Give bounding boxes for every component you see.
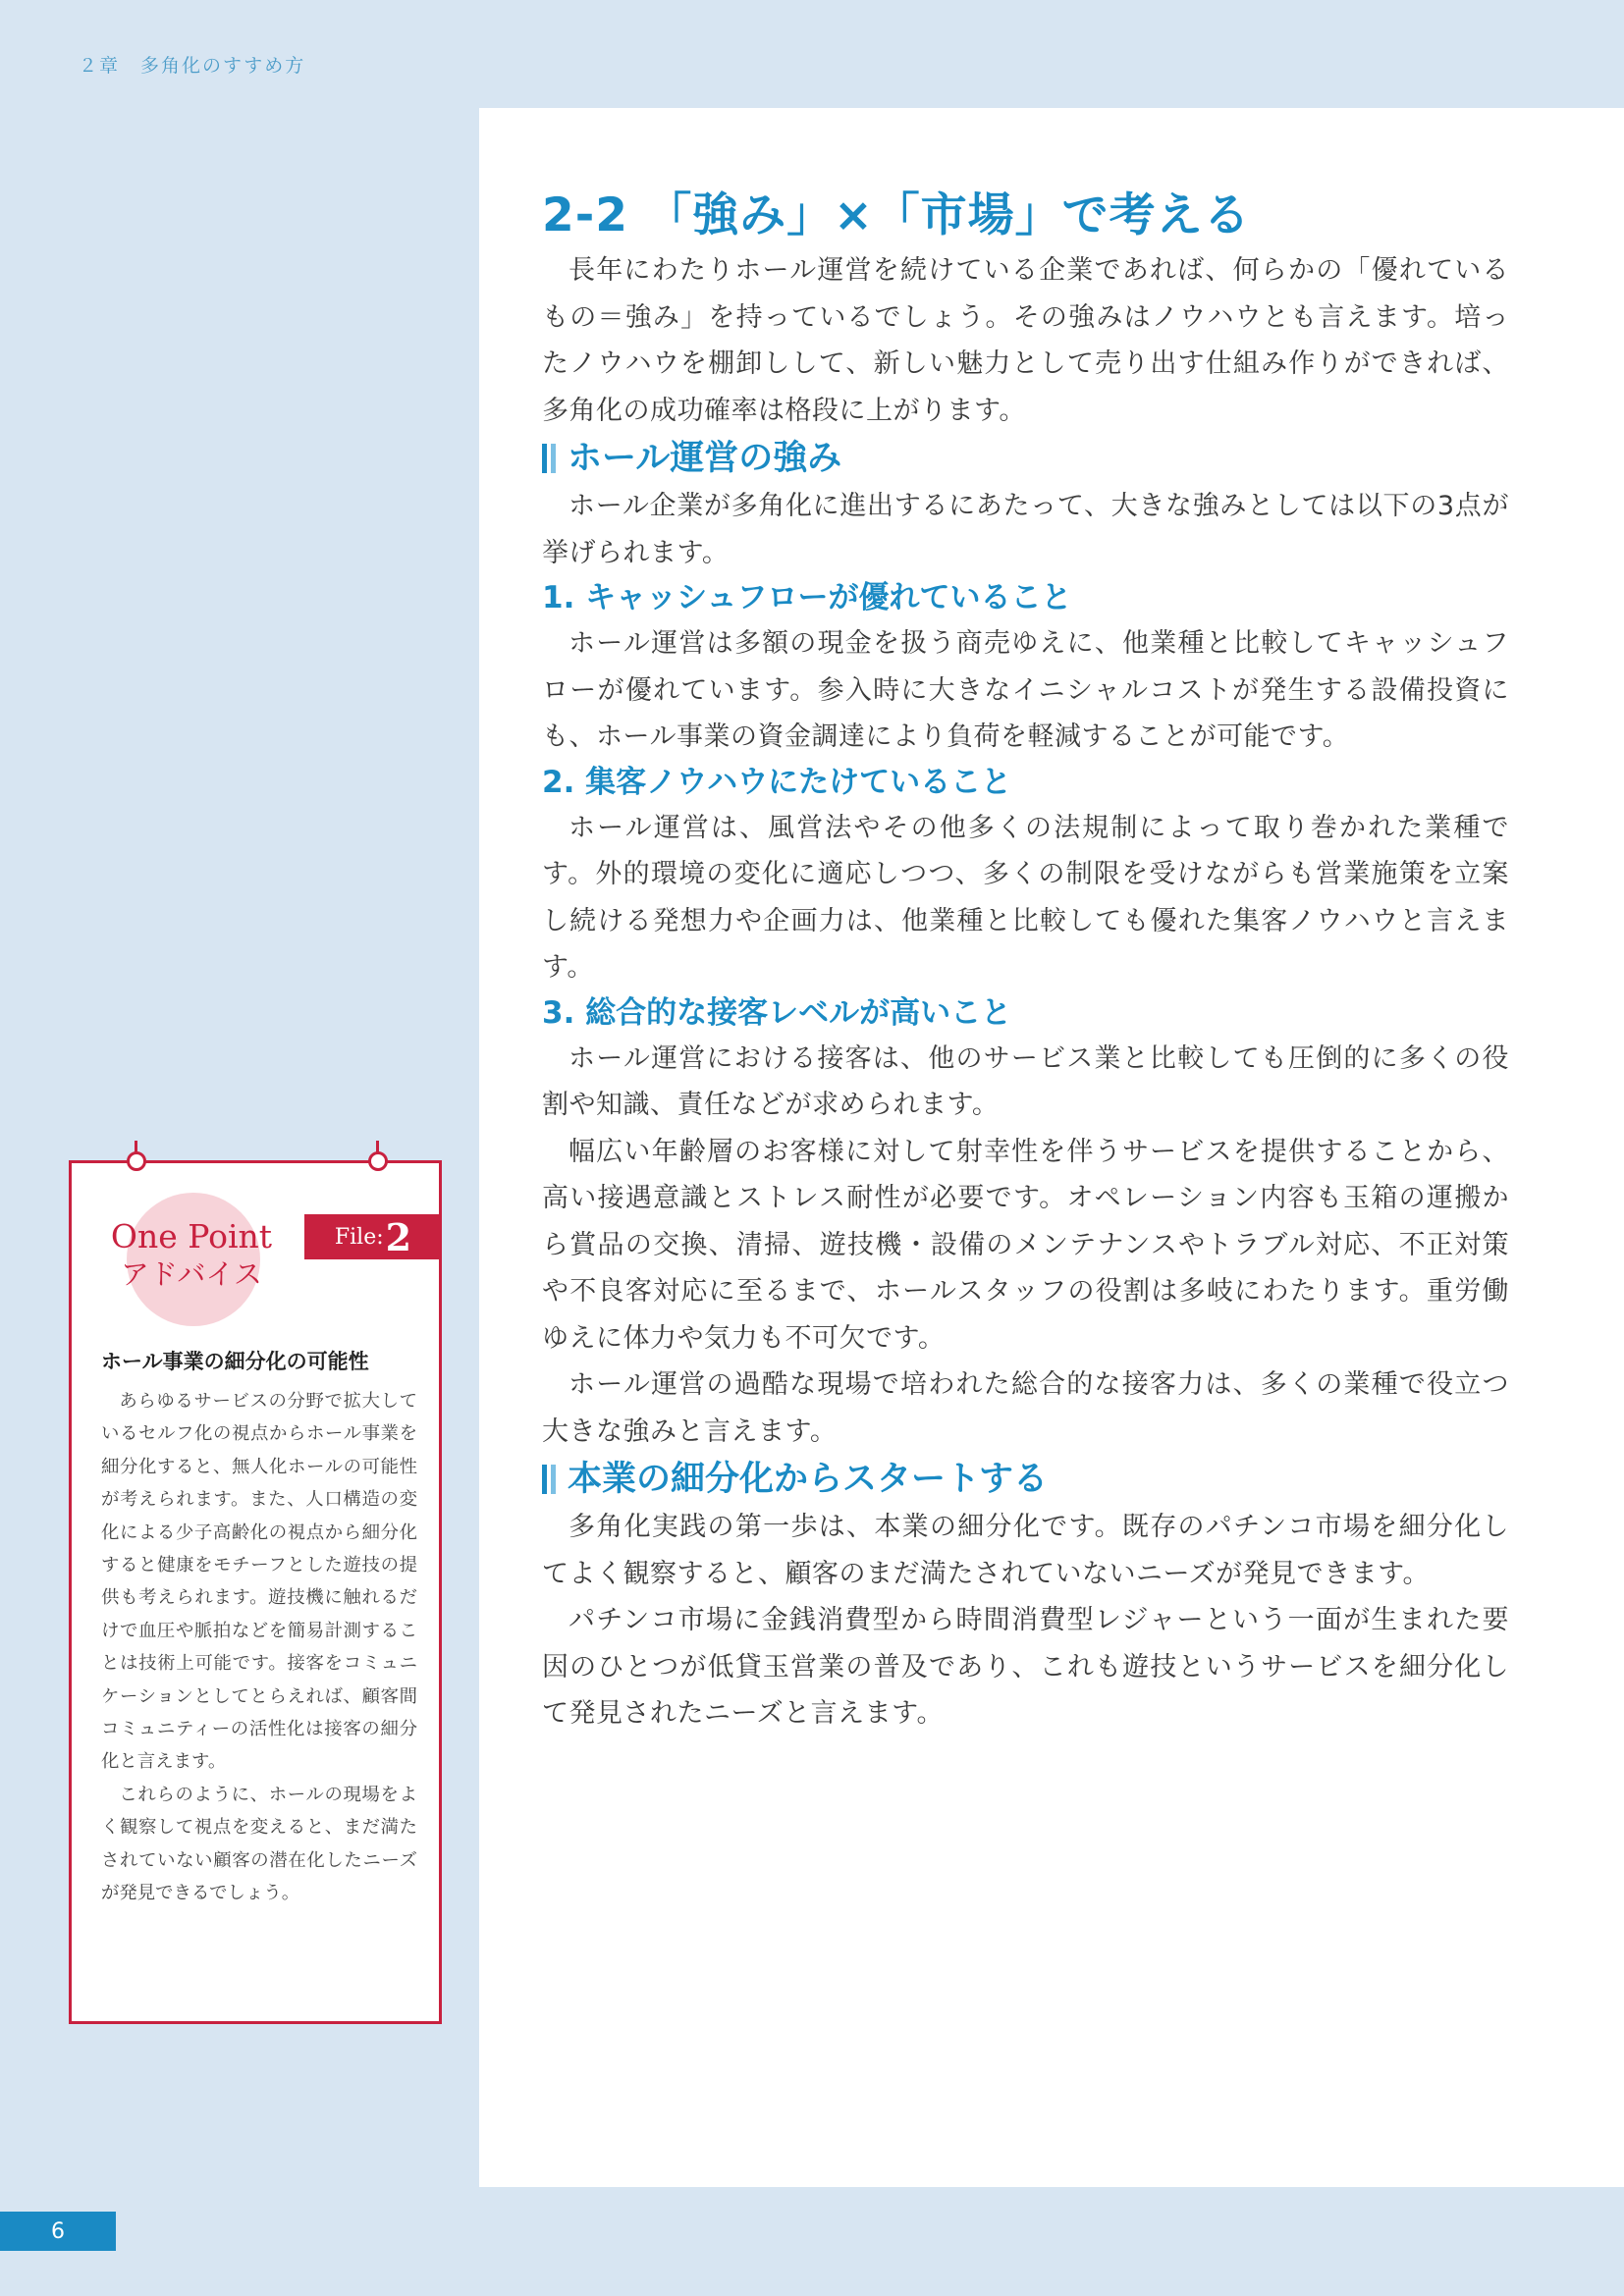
one-point-title-jp: アドバイス <box>120 1257 263 1291</box>
one-point-title <box>93 1218 290 1293</box>
section-paragraph: 多角化実践の第一歩は、本業の細分化です。既存のパチンコ市場を細分化してよく観察すると、顧客のまだ満たされていないニーズが発見できます。 <box>542 1512 1509 1589</box>
intro-paragraph: 長年にわたりホール運営を続けている企業であれば、何らかの「優れているもの＝強み」を持っているでしょう。その強みはノウハウとも言えます。培ったノウハウを棚卸しして、新しい魅力として売り出す仕組み作りができれば、多角化の成功確率は格段に上がります。 <box>542 255 1509 426</box>
section-marker-icon <box>542 1465 556 1494</box>
page-number: 6 <box>0 2212 116 2251</box>
one-point-title-en: One Point <box>110 1217 273 1255</box>
point-paragraph: ホール運営は、風営法やその他多くの法規制によって取り巻かれた業種です。外的環境の変化に適応しつつ、多くの制限を受けながらも営業施策を立案し続ける発想力や企画力は、他業種と比較しても優れた集客ノウハウと言えます。 <box>542 812 1509 983</box>
section-heading-segmentation <box>542 1455 1509 1504</box>
one-point-body <box>101 1385 417 1910</box>
running-head: ２章 多角化のすすめ方 <box>79 55 306 77</box>
one-point-advice-box <box>69 1160 442 2024</box>
point-paragraph: ホール運営は多額の現金を扱う商売ゆえに、他業種と比較してキャッシュフローが優れています。参入時に大きなイニシャルコストが発生する設備投資にも、ホール事業の資金調達により負荷を軽減することが可能です。 <box>542 628 1509 752</box>
point-heading-2: 2. 集客ノウハウにたけていること <box>542 764 1012 800</box>
point-heading-3: 3. 総合的な接客レベルが高いこと <box>542 994 1012 1031</box>
section-heading-text: 本業の細分化からスタートする <box>568 1460 1048 1499</box>
point-paragraph: 幅広い年齢層のお客様に対して射幸性を伴うサービスを提供することから、高い接遇意識とストレス耐性が必要です。オペレーション内容も玉箱の運搬から賞品の交換、清掃、遊技機・設備のメンテナンスやトラブル対応、不正対策や不良客対応に至るまで、ホールスタッフの役割は多岐にわたります。重労働ゆえに体力や気力も不可欠です。 <box>542 1136 1509 1354</box>
article <box>542 185 1509 1737</box>
point-paragraph: ホール運営における接客は、他のサービス業と比較しても圧倒的に多くの役割や知識、責任などが求められます。 <box>542 1042 1509 1120</box>
file-tag <box>304 1214 442 1259</box>
one-point-paragraph: あらゆるサービスの分野で拡大しているセルフ化の視点からホール事業を細分化すると、無人化ホールの可能性が考えられます。また、人口構造の変化による少子高齢化の視点から細分化すると健康をモチーフとした遊技の提供も考えられます。遊技機に触れるだけで血圧や脈拍などを簡易計測することは技術上可能です。接客をコミュニケーションとしてとらえれば、顧客間コミュニティーの活性化は接客の細分化と言えます。 <box>101 1391 417 1773</box>
section-heading-strengths <box>542 434 1509 483</box>
one-point-heading: ホール事業の細分化の可能性 <box>101 1350 369 1373</box>
section-paragraph: パチンコ市場に金銭消費型から時間消費型レジャーという一面が生まれた要因のひとつが低貸玉営業の普及であり、これも遊技というサービスを細分化して発見されたニーズと言えます。 <box>542 1605 1509 1729</box>
point-paragraph: ホール運営の過酷な現場で培われた総合的な接客力は、多くの業種で役立つ大きな強みと言えます。 <box>542 1369 1509 1447</box>
section-heading-text: ホール運営の強み <box>568 439 842 478</box>
section-intro-paragraph: ホール企業が多角化に進出するにあたって、大きな強みとしては以下の3点が挙げられます。 <box>542 491 1509 568</box>
point-heading-1: 1. キャッシュフローが優れていること <box>542 580 1072 615</box>
file-tag-label: File: <box>334 1224 384 1250</box>
section-marker-icon <box>542 444 556 473</box>
binder-ring-icon <box>127 1151 146 1171</box>
file-tag-number: 2 <box>385 1214 412 1259</box>
page-title: 2-2 「強み」×「市場」で考える <box>542 188 1251 242</box>
binder-ring-icon <box>368 1151 388 1171</box>
one-point-paragraph: これらのように、ホールの現場をよく観察して視点を変えると、まだ満たされていない顧客の潜在化したニーズが発見できるでしょう。 <box>101 1784 417 1904</box>
